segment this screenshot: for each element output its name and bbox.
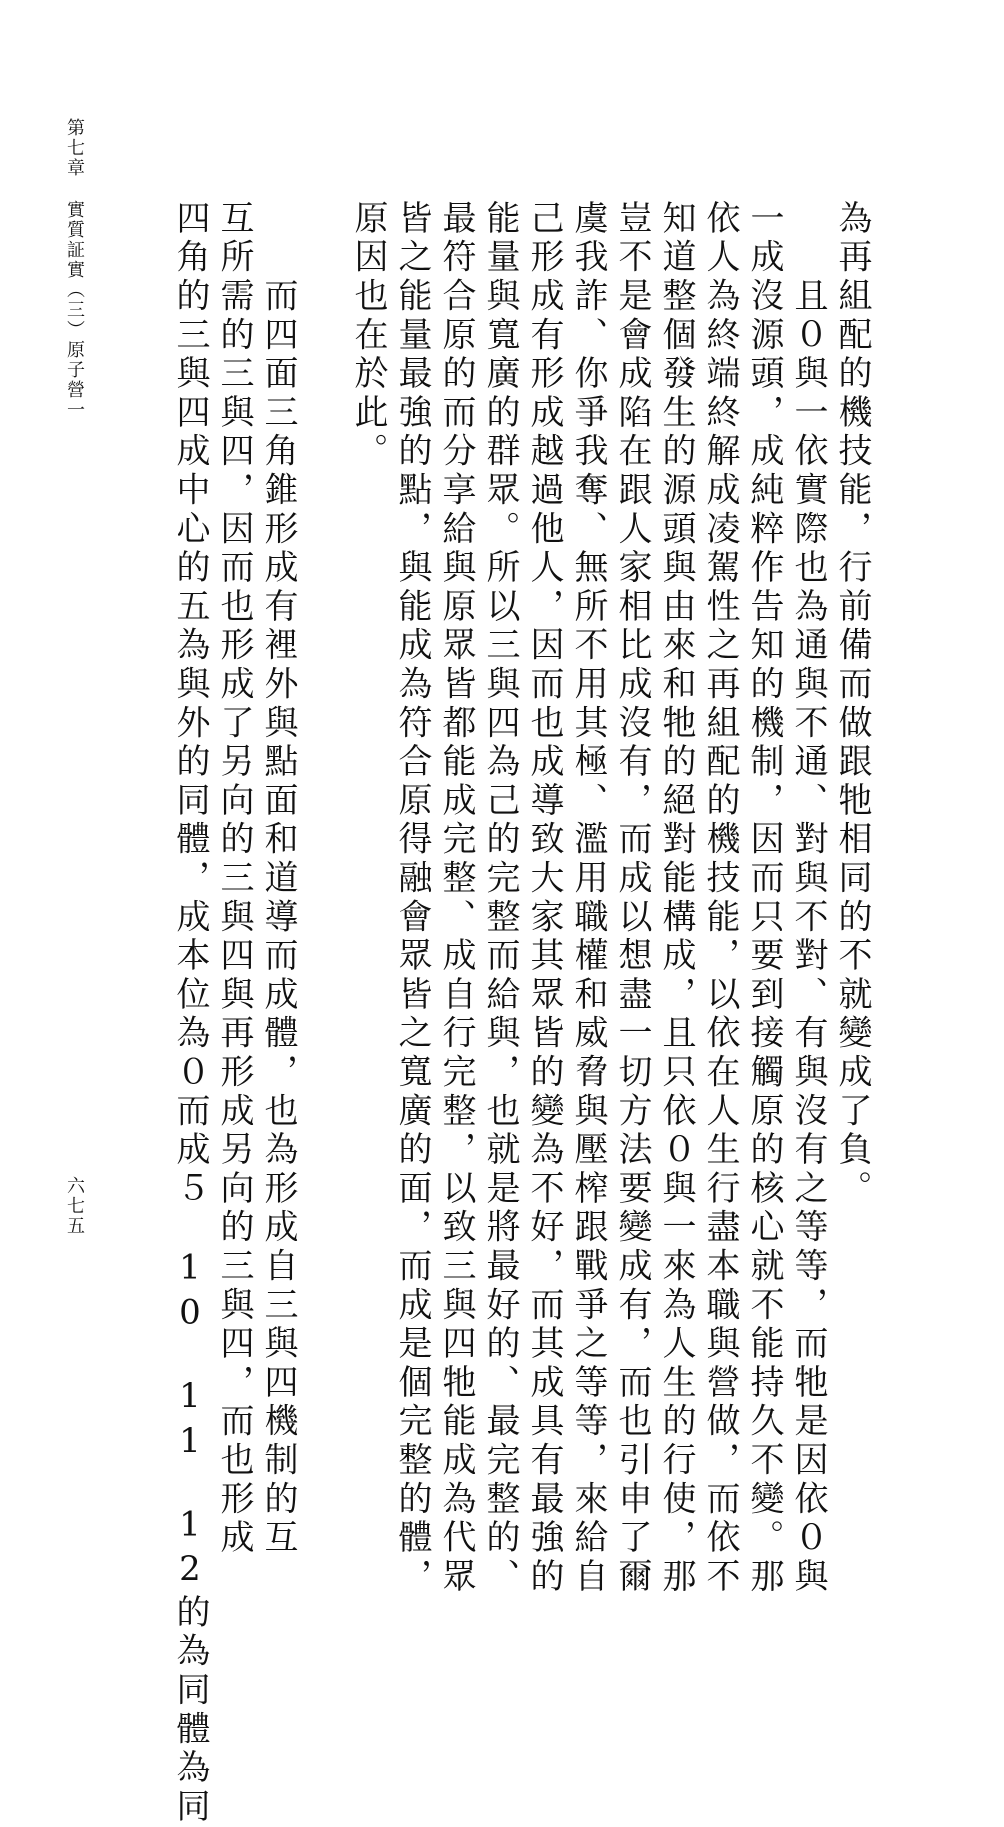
text-column-14: 互所需的三與四，因而也形成了另向的三與四與再形成另向的三與四，而也形成 — [214, 200, 254, 1558]
text-column-13: 而四面三角錐形成有裡外與點面和道導而成體，也為形成自三與四機制的互 — [258, 200, 298, 1558]
text-column-6: 豈不是會成陷在跟人家相比成沒有，而成以想盡一切方法要變成有，而也引申了爾 — [612, 200, 652, 1597]
text-column-3: 一成沒源頭，成純粹作告知的機制，因而只要到接觸原的核心就不能持久不變。那 — [744, 200, 784, 1597]
text-column-15: 四角的三與四成中心的五為與外的同體，成本位為０而成５ 10 11 12的為同體為同 — [170, 200, 210, 1827]
text-column-9: 能量與寬廣的群眾。所以三與四為己的完整而給與，也就是將最好的、最完整的、 — [480, 200, 520, 1597]
text-column-11: 皆之能量最強的點，與能成為符合原得融會眾皆之寬廣的面，而成是個完整的體， — [392, 200, 432, 1597]
chapter-label: 第七章 — [64, 118, 85, 178]
page-number: 六七五 — [64, 1176, 85, 1236]
text-column-7: 虞我詐、你爭我奪、無所不用其極、濫用職權和威脅與壓榨跟戰爭之等等，來給自 — [568, 200, 608, 1597]
text-column-4: 依人為終端終解成凌駕性之再組配的機技能，以依在人生行盡本職與營做，而依不 — [700, 200, 740, 1597]
text-column-8: 己形成有形成越過他人，因而也成導致大家其眾皆的變為不好，而其成具有最強的 — [524, 200, 564, 1597]
section-title: 實質証實（三）原子營一 — [64, 200, 85, 420]
text-column-2: 且０與一依實際也為通與不通、對與不對、有與沒有之等等，而牠是因依０與 — [788, 200, 828, 1597]
text-column-1: 為再組配的機技能，行前備而做跟牠相同的不就變成了負。 — [832, 200, 872, 1209]
text-column-5: 知道整個發生的源頭與由來和牠的絕對能構成，且只依０與一來為人生的行使，那 — [656, 200, 696, 1597]
text-column-12: 原因也在於此。 — [348, 200, 388, 472]
text-column-10: 最符合原的而分享給與原眾皆都能成完整、成自行完整，以致三與四牠能成為代眾 — [436, 200, 476, 1597]
